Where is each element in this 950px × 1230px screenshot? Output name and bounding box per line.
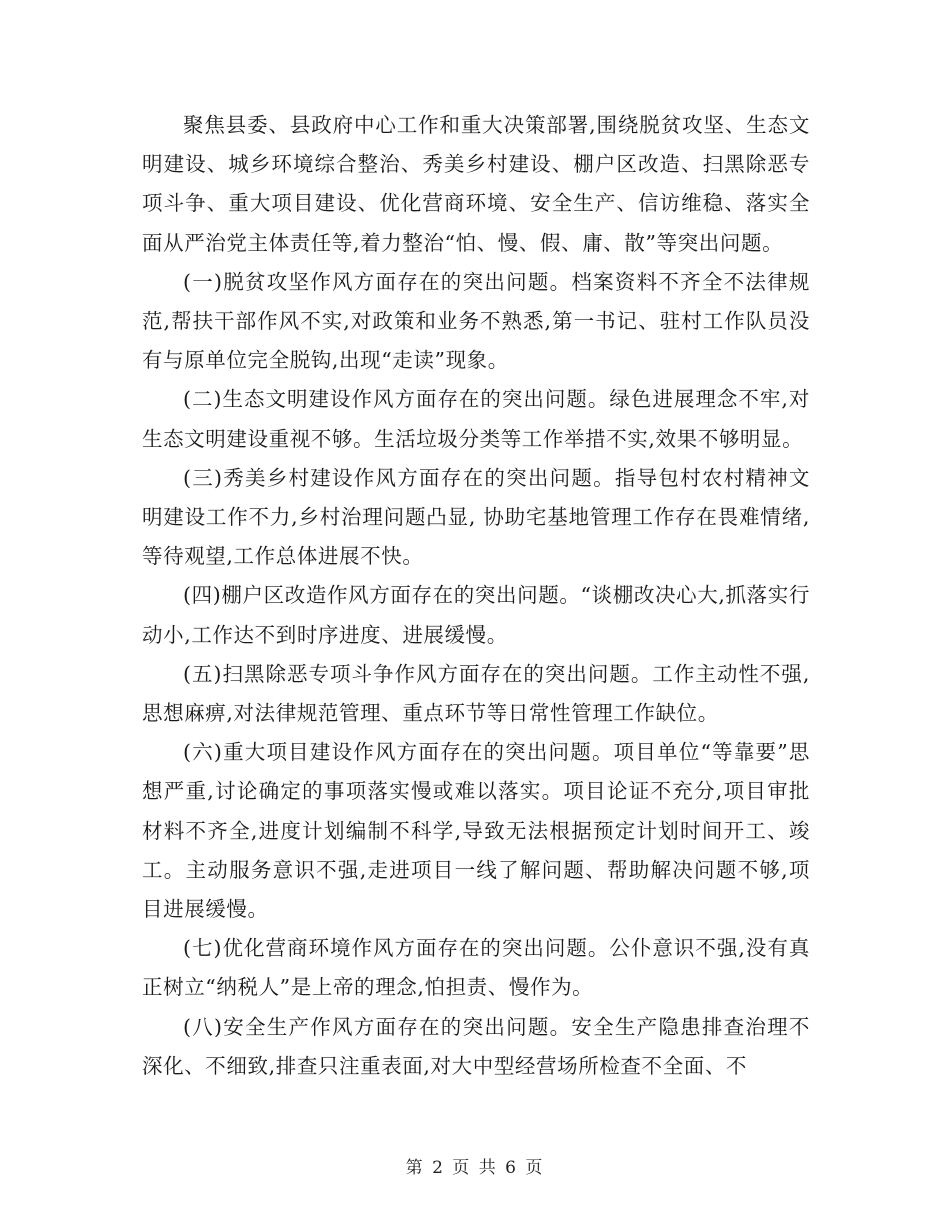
paragraph-beautiful-village: (三)秀美乡村建设作风方面存在的突出问题。指导包村农村精神文明建设工作不力,乡村治理问题凸显, 协助宅基地管理工作存在畏难情绪,等待观望,工作总体进展不快。 xyxy=(142,465,810,569)
paragraph-anti-crime-campaign: (五)扫黑除恶专项斗争作风方面存在的突出问题。工作主动性不强,思想麻痹,对法律规范管理、重点环节等日常性管理工作缺位。 xyxy=(142,661,810,726)
paragraph-shantytown-renovation: (四)棚户区改造作风方面存在的突出问题。“谈棚改决心大,抓落实行动小,工作达不到时序进度、进展缓慢。 xyxy=(142,583,810,647)
page-number-footer: 第 2 页 共 6 页 xyxy=(405,1158,545,1178)
paragraph-business-environment: (七)优化营商环境作风方面存在的突出问题。公仆意识不强,没有真正树立“纳税人”是上帝的理念,怕担责、慢作为。 xyxy=(142,936,810,1000)
paragraph-major-projects: (六)重大项目建设作风方面存在的突出问题。项目单位“等靠要”思想严重,讨论确定的事项落实慢或难以落实。项目论证不充分,项目审批材料不齐全,进度计划编制不科学,导致无法根据预定计划时间开工、竣工。主动服务意识不强,走进项目一线了解问题、帮助解决问题不够,项目进展缓慢。 xyxy=(142,740,810,922)
document-body xyxy=(142,106,810,1086)
intro-paragraph: 聚焦县委、县政府中心工作和重大决策部署,围绕脱贫攻坚、生态文明建设、城乡环境综合整治、秀美乡村建设、棚户区改造、扫黑除恶专项斗争、重大项目建设、优化营商环境、安全生产、信访维稳、落实全面从严治党主体责任等,着力整治“怕、慢、假、庸、散”等突出问题。 xyxy=(142,113,810,255)
paragraph-poverty-alleviation: (一)脱贫攻坚作风方面存在的突出问题。档案资料不齐全不法律规范,帮扶干部作风不实,对政策和业务不熟悉,第一书记、驻村工作队员没有与原单位完全脱钩,出现“走读”现象。 xyxy=(142,269,810,373)
paragraph-ecological-civilization: (二)生态文明建设作风方面存在的突出问题。绿色进展理念不牢,对生态文明建设重视不够。生活垃圾分类等工作举措不实,效果不够明显。 xyxy=(142,387,810,451)
paragraph-work-safety: (八)安全生产作风方面存在的突出问题。安全生产隐患排查治理不深化、不细致,排查只注重表面,对大中型经营场所检查不全面、不 xyxy=(142,1014,810,1078)
